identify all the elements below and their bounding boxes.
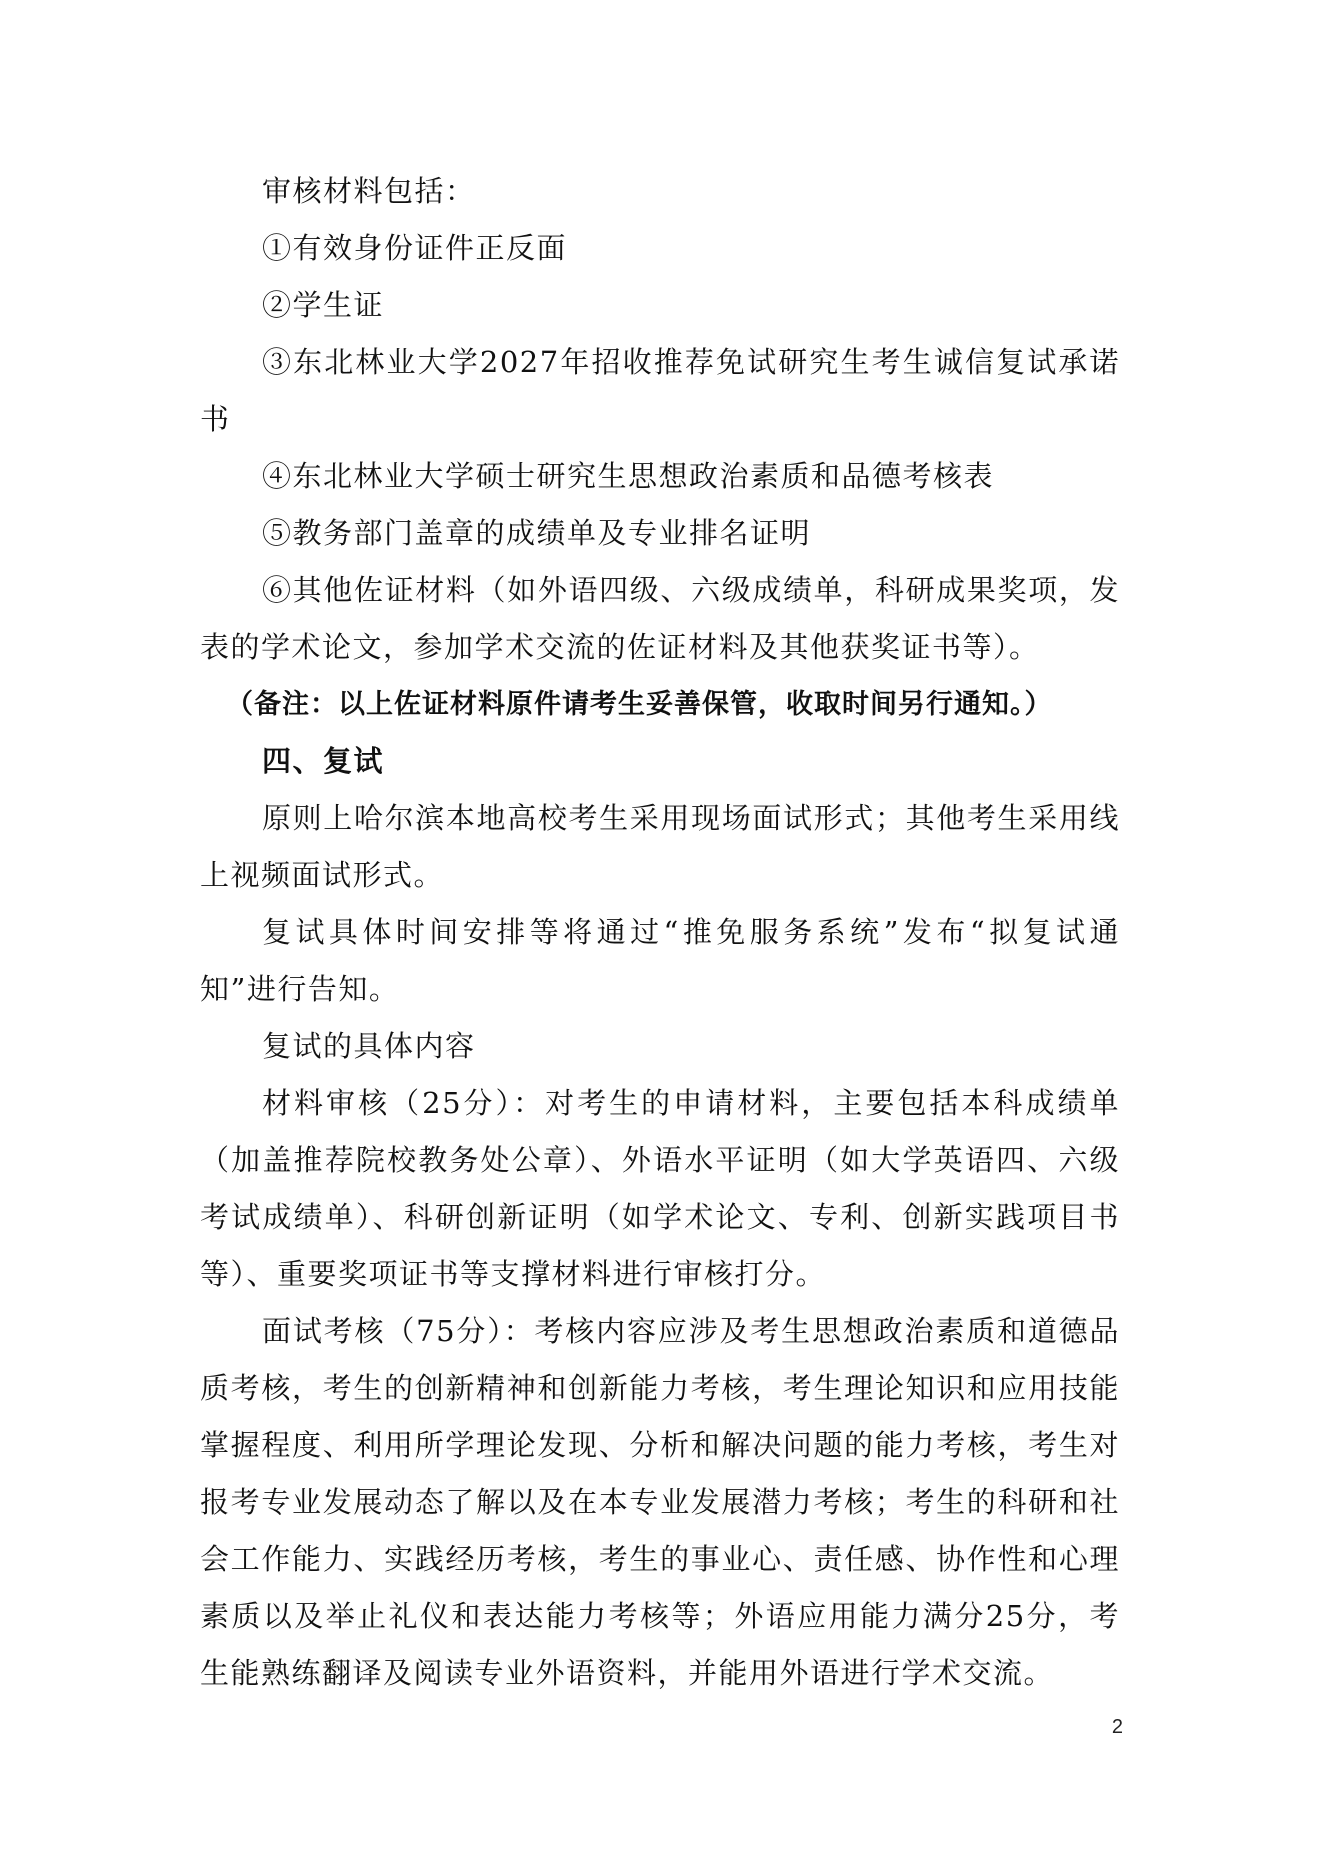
material-review-paragraph: 材料审核（25分）：对考生的申请材料，主要包括本科成绩单（加盖推荐院校教务处公章）、外语水平证明（如大学英语四、六级考试成绩单）、科研创新证明（如学术论文、专利、创新实践项目书等）、重要奖项证书等支撑材料进行审核打分。 [200,1086,1120,1291]
document-body [200,163,1120,1702]
materials-item-student-card: ②学生证 [262,288,385,322]
retest-schedule: 复试具体时间安排等将通过“推免服务系统”发布“拟复试通知”进行告知。 [200,915,1120,1006]
interview-review-paragraph: 面试考核（75分）：考核内容应涉及考生思想政治素质和道德品质考核，考生的创新精神和创新能力考核，考生理论知识和应用技能掌握程度、利用所学理论发现、分析和解决问题的能力考核，考生对报考专业发展动态了解以及在本专业发展潜力考核；考生的科研和社会工作能力、实践经历考核，考生的事业心、责任感、协作性和心理素质以及举止礼仪和表达能力考核等；外语应用能力满分25分，考生能熟练翻译及阅读专业外语资料，并能用外语进行学术交流。 [200,1314,1120,1690]
materials-item-integrity-pledge: ③东北林业大学2027年招收推荐免试研究生考生诚信复试承诺书 [200,345,1120,436]
retest-content-title: 复试的具体内容 [262,1029,476,1063]
materials-item-supporting-docs: ⑥其他佐证材料（如外语四级、六级成绩单，科研成果奖项，发表的学术论文，参加学术交流的佐证材料及其他获奖证书等）。 [200,573,1120,664]
materials-item-transcript: ⑤教务部门盖章的成绩单及专业排名证明 [262,516,812,550]
retest-form: 原则上哈尔滨本地高校考生采用现场面试形式；其他考生采用线上视频面试形式。 [200,801,1120,892]
materials-intro: 审核材料包括： [262,174,476,208]
materials-item-id-card: ①有效身份证件正反面 [262,231,568,265]
section-heading-retest: 四、复试 [262,744,385,778]
page-number: 2 [1111,1716,1123,1738]
materials-item-moral-assessment: ④东北林业大学硕士研究生思想政治素质和品德考核表 [262,459,995,493]
materials-note: （备注：以上佐证材料原件请考生妥善保管，收取时间另行通知。） [226,689,1053,720]
